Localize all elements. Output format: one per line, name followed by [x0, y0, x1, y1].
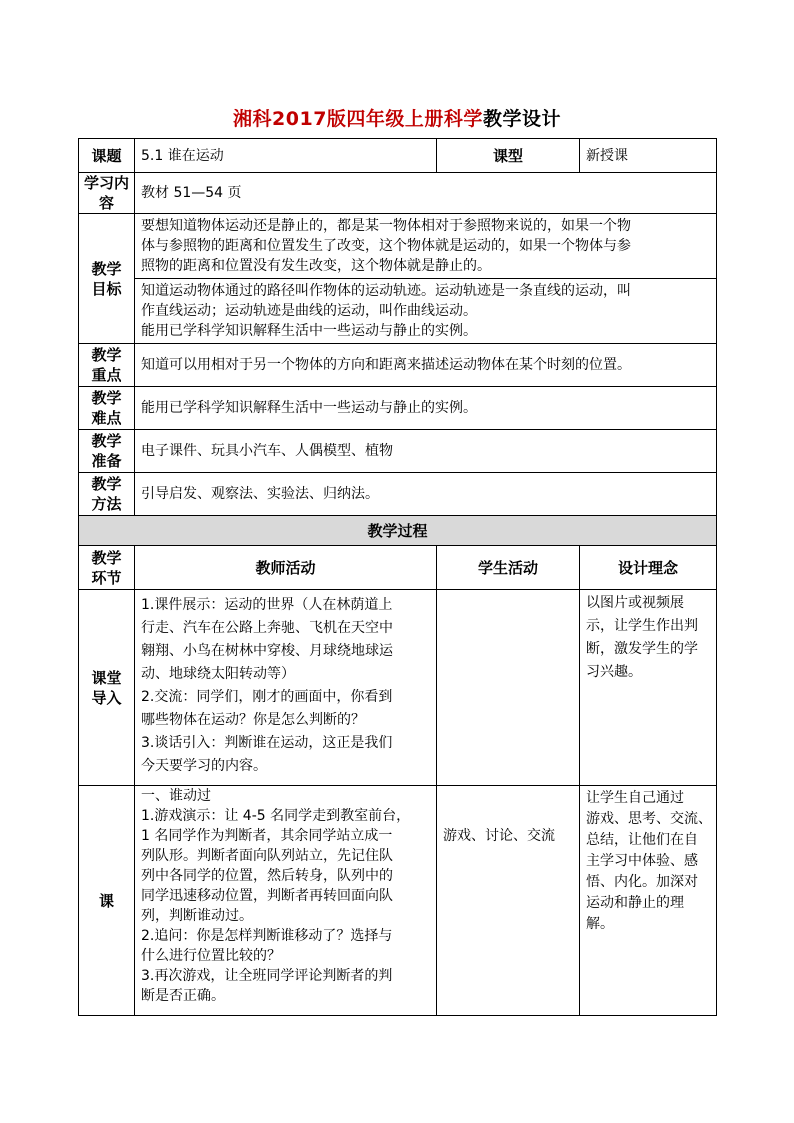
concept-intro	[580, 590, 717, 786]
objective-line: 作直线运动；运动轨迹是曲线的运动，叫作曲线运动。	[141, 303, 477, 319]
teacher-line: 3.谈话引入：判断谁在运动，这正是我们	[141, 735, 393, 751]
value-topic: 5.1 谁在运动	[135, 139, 437, 173]
row-objectives-2	[79, 279, 717, 344]
stage-lesson: 课	[79, 786, 135, 1016]
teacher-line: 2.交流：同学们，刚才的画面中，你看到	[141, 689, 393, 705]
concept-line: 总结，让他们在自	[586, 832, 698, 848]
row-process-columns	[79, 546, 717, 590]
teacher-line: 断是否正确。	[141, 988, 225, 1004]
value-difficulty: 能用已学科学知识解释生活中一些运动与静止的实例。	[135, 387, 717, 430]
row-lesson	[79, 786, 717, 1016]
row-intro	[79, 590, 717, 786]
teacher-line: 3.再次游戏，让全班同学评论判断者的判	[141, 968, 393, 984]
row-objectives-1	[79, 214, 717, 279]
lesson-plan-table	[78, 138, 717, 1016]
concept-line: 解。	[586, 916, 614, 932]
col-stage: 教学环节	[79, 546, 135, 590]
title-suffix: 教学设计	[482, 108, 561, 130]
title-main: 湘科2017版四年级上册科学	[233, 108, 483, 130]
teacher-lesson	[135, 786, 437, 1016]
teacher-line: 翱翔、小鸟在树林中穿梭、月球绕地球运	[141, 643, 393, 659]
teacher-line: 1.课件展示：运动的世界（人在林荫道上	[141, 597, 393, 613]
row-preparation	[79, 430, 717, 473]
teacher-line: 同学迅速移动位置，判断者再转回面向队	[141, 888, 393, 904]
label-content: 学习内容	[79, 173, 135, 214]
student-intro	[437, 590, 580, 786]
teacher-line: 哪些物体在运动？你是怎么判断的？	[141, 712, 365, 728]
value-key-point: 知道可以用相对于另一个物体的方向和距离来描述运动物体在某个时刻的位置。	[135, 344, 717, 387]
label-method: 教学方法	[79, 473, 135, 516]
label-preparation: 教学准备	[79, 430, 135, 473]
row-difficulty	[79, 387, 717, 430]
col-student: 学生活动	[437, 546, 580, 590]
row-content	[79, 173, 717, 214]
label-objectives: 教学目标	[79, 214, 135, 344]
document-title	[0, 104, 794, 131]
concept-line: 以图片或视频展	[586, 595, 684, 611]
concept-line: 游戏、思考、交流、	[586, 811, 712, 827]
label-topic: 课题	[79, 139, 135, 173]
concept-line: 让学生自己通过	[586, 790, 684, 806]
objective-line: 能用已学科学知识解释生活中一些运动与静止的实例。	[141, 323, 477, 339]
row-process-header	[79, 516, 717, 546]
objective-line: 照物的距离和位置没有发生改变，这个物体就是静止的。	[141, 258, 491, 274]
concept-line: 主学习中体验、感	[586, 853, 698, 869]
value-method: 引导启发、观察法、实验法、归纳法。	[135, 473, 717, 516]
objective-block-2	[135, 279, 717, 344]
teacher-line: 动、地球绕太阳转动等）	[141, 666, 295, 682]
objective-line: 知道运动物体通过的路径叫作物体的运动轨迹。运动轨迹是一条直线的运动，叫	[141, 283, 631, 299]
concept-line: 悟、内化。加深对	[586, 874, 698, 890]
teacher-line: 一、谁动过	[141, 788, 211, 804]
teacher-line: 2.追问：你是怎样判断谁移动了？选择与	[141, 928, 393, 944]
value-content: 教材 51—54 页	[135, 173, 717, 214]
row-topic	[79, 139, 717, 173]
teacher-line: 什么进行位置比较的？	[141, 948, 281, 964]
process-header: 教学过程	[79, 516, 717, 546]
teacher-line: 1.游戏演示：让 4-5 名同学走到教室前台，	[141, 808, 411, 824]
teacher-intro	[135, 590, 437, 786]
concept-lesson	[580, 786, 717, 1016]
student-lesson: 游戏、讨论、交流	[437, 786, 580, 1016]
concept-line: 习兴趣。	[586, 664, 642, 680]
objective-line: 要想知道物体运动还是静止的，都是某一物体相对于参照物来说的，如果一个物	[141, 218, 631, 234]
objective-line: 体与参照物的距离和位置发生了改变，这个物体就是运动的，如果一个物体与参	[141, 238, 631, 254]
concept-line: 运动和静止的理	[586, 895, 684, 911]
label-key-point: 教学重点	[79, 344, 135, 387]
col-concept: 设计理念	[580, 546, 717, 590]
col-teacher: 教师活动	[135, 546, 437, 590]
row-method	[79, 473, 717, 516]
teacher-line: 今天要学习的内容。	[141, 758, 267, 774]
teacher-line: 列，判断谁动过。	[141, 908, 253, 924]
label-difficulty: 教学难点	[79, 387, 135, 430]
row-key-point	[79, 344, 717, 387]
concept-line: 断，激发学生的学	[586, 641, 698, 657]
label-lesson-type: 课型	[437, 139, 580, 173]
teacher-line: 1 名同学作为判断者，其余同学站立成一	[141, 828, 393, 844]
teacher-line: 行走、汽车在公路上奔驰、飞机在天空中	[141, 620, 393, 636]
value-preparation: 电子课件、玩具小汽车、人偶模型、植物	[135, 430, 717, 473]
value-lesson-type: 新授课	[580, 139, 717, 173]
concept-line: 示，让学生作出判	[586, 618, 698, 634]
teacher-line: 列中各同学的位置，然后转身，队列中的	[141, 868, 393, 884]
teacher-line: 列队形。判断者面向队列站立，先记住队	[141, 848, 393, 864]
stage-intro: 课堂导入	[79, 590, 135, 786]
objective-block-1	[135, 214, 717, 279]
